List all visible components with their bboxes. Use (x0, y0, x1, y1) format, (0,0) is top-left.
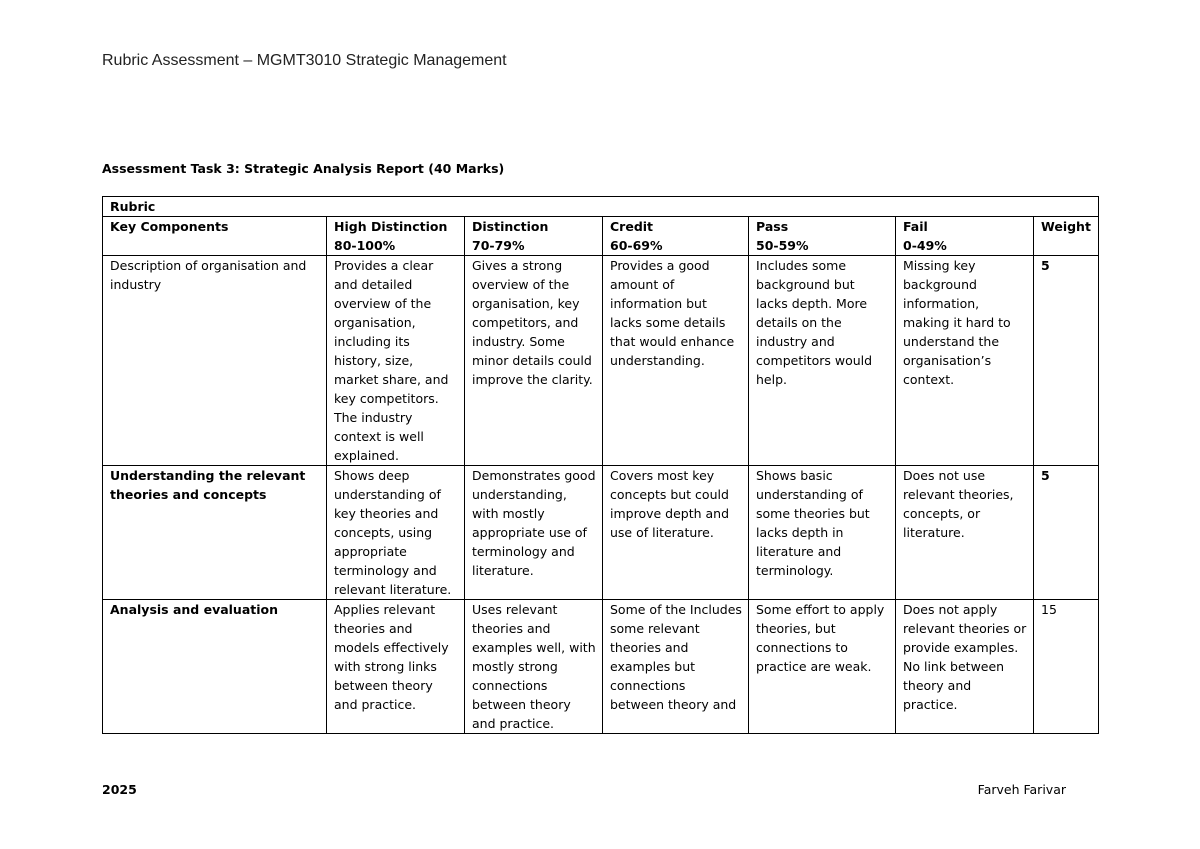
column-header-pass (749, 217, 896, 256)
task-title: Assessment Task 3: Strategic Analysis Report (40 Marks) (102, 161, 505, 176)
row-component: Analysis and evaluation (103, 600, 327, 734)
column-header-range: 50-59% (756, 238, 809, 253)
cell-fail: Missing key background information, making it hard to understand the organisation’s context. (896, 256, 1034, 466)
cell-distinction: Demonstrates good understanding, with mostly appropriate use of terminology and literature. (465, 466, 603, 600)
table-row (103, 466, 1099, 600)
column-header-range: 80-100% (334, 238, 396, 253)
column-header-key-components (103, 217, 327, 256)
column-header-range: 70-79% (472, 238, 525, 253)
footer-year: 2025 (102, 782, 137, 797)
column-header-range: 60-69% (610, 238, 663, 253)
table-row (103, 256, 1099, 466)
row-component: Description of organisation and industry (103, 256, 327, 466)
column-header-label: High Distinction (334, 219, 448, 234)
column-header-credit (603, 217, 749, 256)
cell-high-distinction: Shows deep understanding of key theories and concepts, using appropriate terminology and relevant literature. (327, 466, 465, 600)
rubric-caption-row (103, 197, 1099, 217)
cell-pass: Some effort to apply theories, but connections to practice are weak. (749, 600, 896, 734)
footer-author: Farveh Farivar (977, 782, 1066, 797)
column-header-label: Pass (756, 219, 789, 234)
column-header-label: Credit (610, 219, 654, 234)
cell-credit: Covers most key concepts but could improve depth and use of literature. (603, 466, 749, 600)
cell-distinction: Uses relevant theories and examples well, with mostly strong connections between theory and practice. (465, 600, 603, 734)
cell-fail: Does not use relevant theories, concepts, or literature. (896, 466, 1034, 600)
column-header-label: Distinction (472, 219, 549, 234)
column-header-weight (1034, 217, 1099, 256)
rubric-table (102, 196, 1099, 734)
table-row (103, 600, 1099, 734)
cell-weight: 5 (1034, 466, 1099, 600)
cell-pass: Shows basic understanding of some theories but lacks depth in literature and terminology. (749, 466, 896, 600)
cell-credit: Some of the Includes some relevant theories and examples but connections between theory and (603, 600, 749, 734)
cell-credit: Provides a good amount of information but lacks some details that would enhance understanding. (603, 256, 749, 466)
column-header-label: Fail (903, 219, 928, 234)
column-header-label: Key Components (110, 219, 229, 234)
row-component: Understanding the relevant theories and concepts (103, 466, 327, 600)
column-header-high-distinction (327, 217, 465, 256)
rubric-caption: Rubric (103, 197, 1099, 217)
column-header-label: Weight (1041, 219, 1091, 234)
cell-pass: Includes some background but lacks depth. More details on the industry and competitors would help. (749, 256, 896, 466)
cell-high-distinction: Applies relevant theories and models effectively with strong links between theory and practice. (327, 600, 465, 734)
page-header-title: Rubric Assessment – MGMT3010 Strategic Management (102, 52, 507, 69)
rubric-header-row (103, 217, 1099, 256)
column-header-fail (896, 217, 1034, 256)
cell-distinction: Gives a strong overview of the organisation, key competitors, and industry. Some minor details could improve the clarity. (465, 256, 603, 466)
cell-weight: 5 (1034, 256, 1099, 466)
cell-high-distinction: Provides a clear and detailed overview of the organisation, including its history, size, market share, and key competitors. The industry context is well explained. (327, 256, 465, 466)
column-header-distinction (465, 217, 603, 256)
column-header-range: 0-49% (903, 238, 947, 253)
cell-fail: Does not apply relevant theories or provide examples. No link between theory and practice. (896, 600, 1034, 734)
cell-weight: 15 (1034, 600, 1099, 734)
